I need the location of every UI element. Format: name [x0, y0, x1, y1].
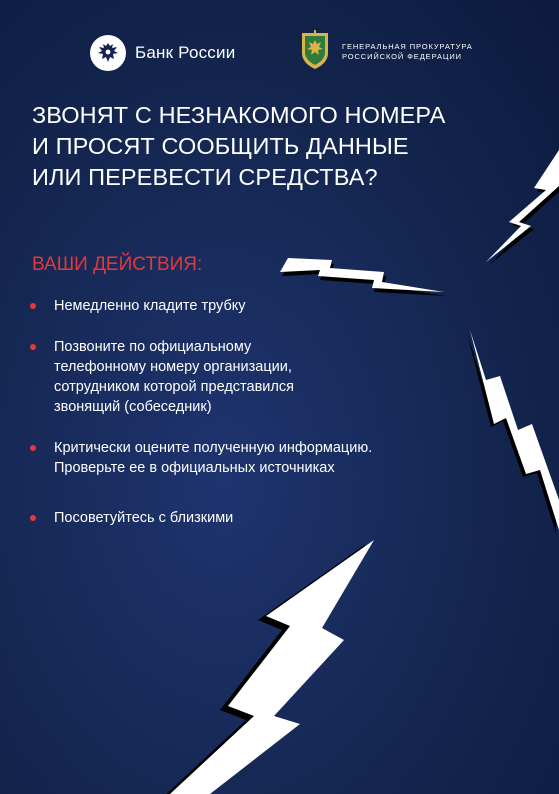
prosecutor-name-line: ГЕНЕРАЛЬНАЯ ПРОКУРАТУРА: [342, 42, 473, 51]
headline: [32, 100, 522, 193]
action-text-line: телефонному номеру организации,: [54, 359, 292, 375]
bullet-icon: [30, 303, 36, 309]
bank-of-russia-logo: [90, 34, 235, 72]
headline-line: ЗВОНЯТ С НЕЗНАКОМОГО НОМЕРА: [32, 102, 446, 128]
bullet-icon: [30, 344, 36, 350]
bullet-icon: [30, 445, 36, 451]
lightning-bolt-bottom: [162, 540, 374, 794]
headline-line: ИЛИ ПЕРЕВЕСТИ СРЕДСТВА?: [32, 164, 378, 190]
action-text-line: сотрудником которой представился: [54, 379, 294, 395]
action-text-line: Немедленно кладите трубку: [54, 298, 246, 314]
prosecutor-general-name: [342, 42, 473, 62]
prosecutor-emblem-icon: [298, 29, 332, 76]
actions-list: [30, 296, 450, 528]
prosecutor-name-line: РОССИЙСКОЙ ФЕДЕРАЦИИ: [342, 52, 462, 61]
action-item: [30, 296, 450, 316]
action-item: [30, 337, 450, 417]
bank-of-russia-eagle-icon: [90, 35, 126, 71]
action-text-line: Проверьте ее в официальных источниках: [54, 460, 335, 476]
prosecutor-general-logo: [298, 30, 473, 74]
lightning-bolt-right: [467, 330, 559, 533]
actions-title: ВАШИ ДЕЙСТВИЯ:: [32, 254, 203, 275]
bullet-icon: [30, 515, 36, 521]
action-item: [30, 438, 450, 478]
headline-line: И ПРОСЯТ СООБЩИТЬ ДАННЫЕ: [32, 133, 409, 159]
action-text-line: Посоветуйтесь с близкими: [54, 510, 234, 526]
header-logos: [0, 30, 559, 80]
action-text-line: звонящий (собеседник): [54, 399, 212, 415]
bank-of-russia-name: Банк России: [135, 43, 236, 62]
action-item: [30, 508, 450, 528]
action-text-line: Позвоните по официальному: [54, 339, 252, 355]
lightning-bolt-middle: [280, 258, 446, 296]
action-text-line: Критически оцените полученную информацию.: [54, 440, 373, 456]
